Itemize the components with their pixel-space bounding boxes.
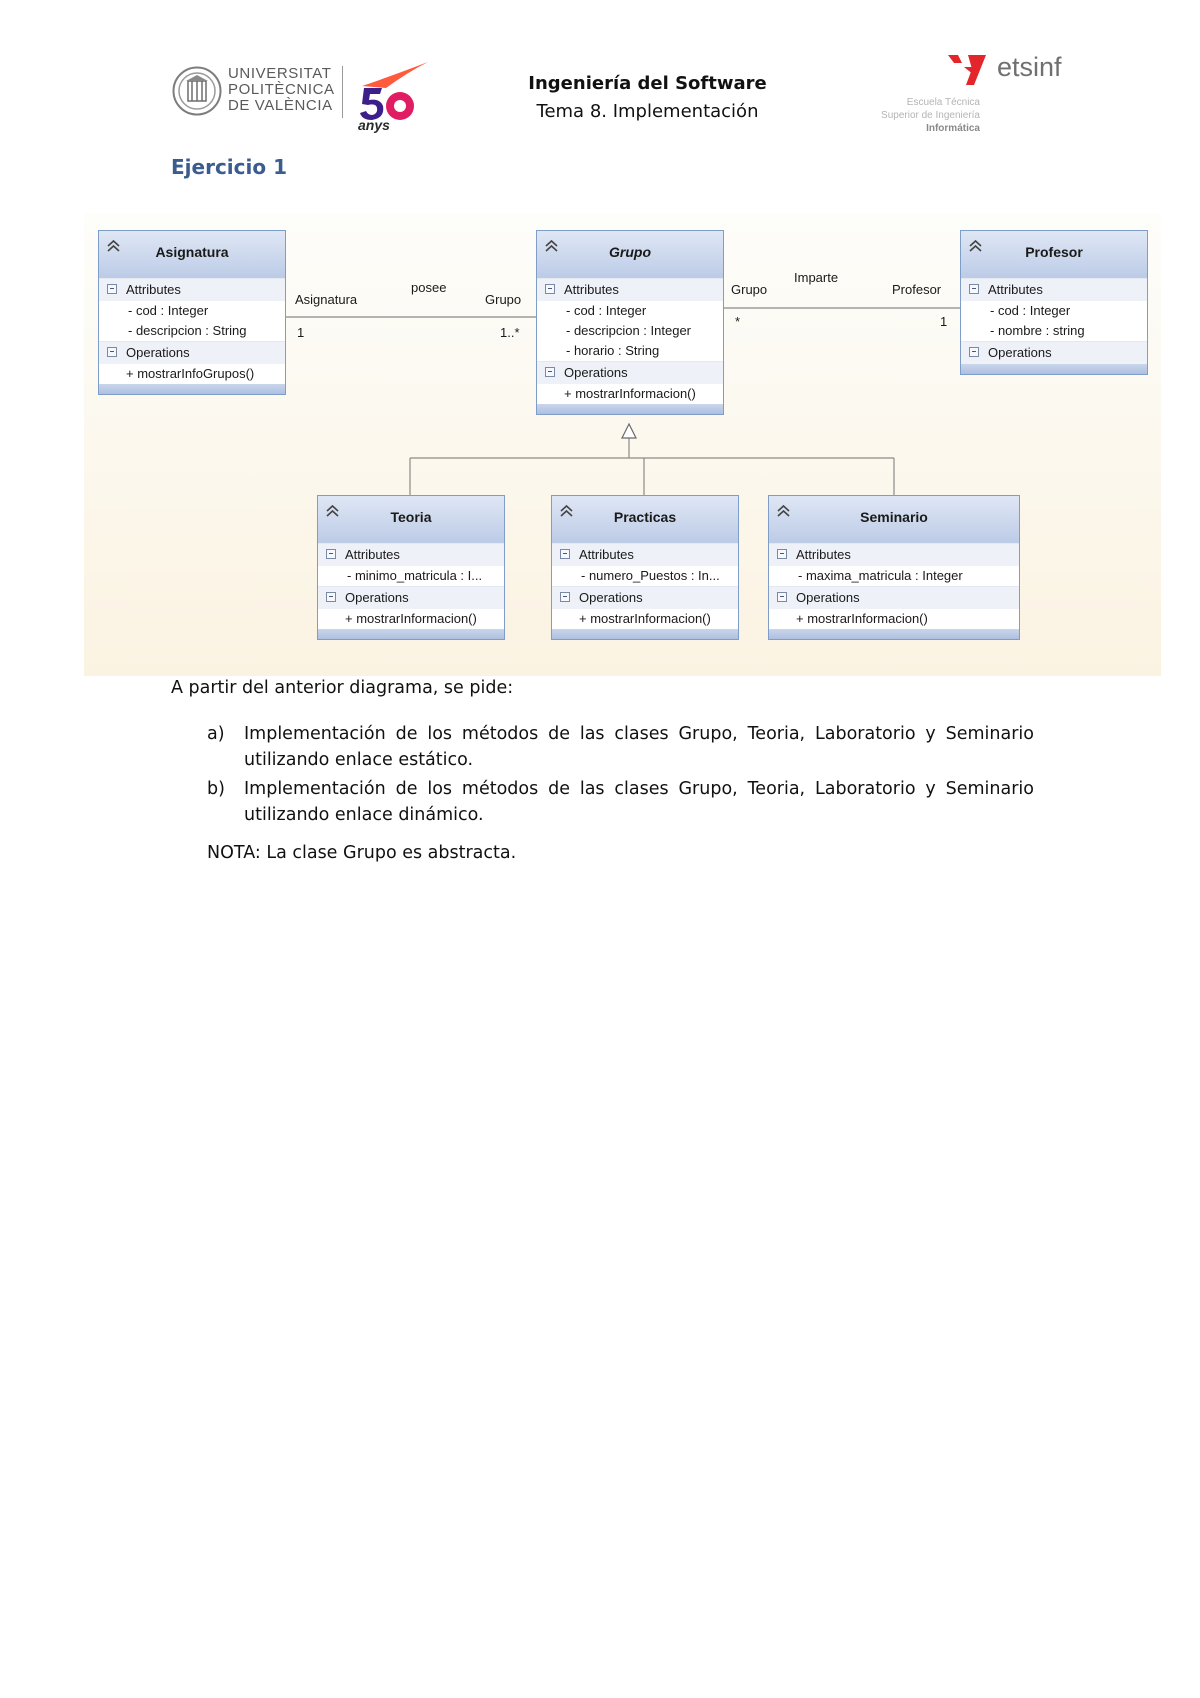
operation-item: + mostrarInformacion() bbox=[564, 386, 696, 401]
operations-label: Operations bbox=[988, 345, 1052, 360]
attribute-item: - descripcion : Integer bbox=[566, 323, 692, 338]
anniversary-label: anys bbox=[358, 117, 390, 133]
attributes-compartment[interactable] bbox=[961, 278, 1147, 301]
note-paragraph: NOTA: La clase Grupo es abstracta. bbox=[207, 843, 517, 863]
exercise-heading: Ejercicio 1 bbox=[171, 155, 287, 179]
imparte-multiplicity-right: 1 bbox=[940, 314, 948, 329]
class-header bbox=[552, 496, 738, 543]
collapse-minus-icon[interactable] bbox=[777, 549, 787, 559]
class-seminario[interactable] bbox=[768, 495, 1020, 640]
item-b-text bbox=[244, 776, 1034, 828]
course-title: Ingeniería del Software bbox=[528, 73, 767, 94]
collapse-minus-icon[interactable] bbox=[107, 347, 117, 357]
attributes-label: Attributes bbox=[564, 282, 619, 297]
attributes-compartment[interactable] bbox=[537, 278, 723, 301]
university-line-1: UNIVERSITAT bbox=[228, 65, 332, 82]
item-b-letter: b) bbox=[207, 779, 225, 799]
class-name: Profesor bbox=[1025, 244, 1083, 260]
attributes-label: Attributes bbox=[579, 547, 634, 562]
collapse-minus-icon[interactable] bbox=[777, 592, 787, 602]
item-a-letter: a) bbox=[207, 724, 225, 744]
posee-role-right: Grupo bbox=[485, 292, 522, 307]
attributes-label: Attributes bbox=[126, 282, 181, 297]
attribute-item: - cod : Integer bbox=[128, 303, 209, 318]
imparte-role-right: Profesor bbox=[892, 282, 942, 297]
class-name: Teoria bbox=[390, 509, 432, 525]
collapse-minus-icon[interactable] bbox=[545, 367, 555, 377]
school-subtitle bbox=[860, 96, 980, 135]
collapse-minus-icon[interactable] bbox=[326, 592, 336, 602]
collapse-minus-icon[interactable] bbox=[560, 549, 570, 559]
operations-label: Operations bbox=[564, 365, 628, 380]
attributes-compartment[interactable] bbox=[769, 543, 1019, 566]
generalization-arrowhead bbox=[622, 424, 636, 438]
item-a-text bbox=[244, 721, 1034, 773]
operations-compartment[interactable] bbox=[961, 341, 1147, 364]
operations-compartment[interactable] bbox=[537, 361, 723, 384]
attribute-item: - horario : String bbox=[566, 343, 660, 358]
class-footer bbox=[961, 364, 1147, 374]
imparte-multiplicity-left: * bbox=[735, 314, 741, 329]
class-footer bbox=[318, 629, 504, 639]
imparte-association-name: Imparte bbox=[794, 270, 839, 285]
attribute-item: - numero_Puestos : In... bbox=[581, 568, 720, 583]
university-line-2: POLITÈCNICA bbox=[228, 81, 335, 98]
collapse-minus-icon[interactable] bbox=[545, 284, 555, 294]
class-header bbox=[769, 496, 1019, 543]
class-grupo[interactable] bbox=[536, 230, 724, 415]
class-footer bbox=[537, 404, 723, 414]
collapse-minus-icon[interactable] bbox=[560, 592, 570, 602]
posee-role-left: Asignatura bbox=[295, 292, 358, 307]
school-subtitle-line-3: Informática bbox=[926, 123, 980, 134]
logo-divider bbox=[342, 66, 343, 118]
class-header bbox=[961, 231, 1147, 278]
attribute-item: - cod : Integer bbox=[990, 303, 1071, 318]
collapse-minus-icon[interactable] bbox=[969, 284, 979, 294]
attributes-label: Attributes bbox=[345, 547, 400, 562]
operations-compartment[interactable] bbox=[99, 341, 285, 364]
collapse-minus-icon[interactable] bbox=[326, 549, 336, 559]
item-a-line-2: utilizando enlace estático. bbox=[244, 750, 474, 770]
upv-seal-logo bbox=[172, 66, 222, 116]
posee-multiplicity-right: 1..* bbox=[500, 325, 520, 340]
operations-compartment[interactable] bbox=[769, 586, 1019, 609]
class-name: Asignatura bbox=[155, 244, 229, 260]
class-profesor[interactable] bbox=[960, 230, 1148, 375]
item-b-line-1: Implementación de los métodos de las clases Grupo, Teoria, Laboratorio y Seminario bbox=[244, 779, 1034, 799]
posee-multiplicity-left: 1 bbox=[297, 325, 305, 340]
class-footer bbox=[552, 629, 738, 639]
operation-item: + mostrarInformacion() bbox=[345, 611, 477, 626]
operation-item: + mostrarInformacion() bbox=[796, 611, 928, 626]
operations-label: Operations bbox=[796, 590, 860, 605]
operations-label: Operations bbox=[579, 590, 643, 605]
class-asignatura[interactable] bbox=[98, 230, 286, 395]
attribute-item: - nombre : string bbox=[990, 323, 1085, 338]
university-name bbox=[228, 66, 335, 114]
operation-item: + mostrarInfoGrupos() bbox=[126, 366, 255, 381]
class-footer bbox=[99, 384, 285, 394]
etsinf-wordmark: etsinf bbox=[997, 52, 1062, 82]
class-footer bbox=[769, 629, 1019, 639]
attribute-item: - cod : Integer bbox=[566, 303, 647, 318]
item-a-line-1: Implementación de los métodos de las clases Grupo, Teoria, Laboratorio y Seminario bbox=[244, 724, 1034, 744]
class-teoria[interactable] bbox=[317, 495, 505, 640]
uml-class-diagram bbox=[84, 214, 1161, 676]
attributes-label: Attributes bbox=[988, 282, 1043, 297]
class-name: Practicas bbox=[613, 509, 677, 525]
intro-paragraph: A partir del anterior diagrama, se pide: bbox=[171, 678, 514, 698]
class-name: Seminario bbox=[860, 509, 928, 525]
school-subtitle-line-1: Escuela Técnica bbox=[906, 97, 980, 108]
class-name: Grupo bbox=[609, 244, 651, 260]
attributes-compartment[interactable] bbox=[318, 543, 504, 566]
etsinf-logo-mark bbox=[948, 55, 988, 87]
school-subtitle-line-2: Superior de Ingeniería bbox=[881, 110, 980, 121]
class-header bbox=[318, 496, 504, 543]
university-line-3: DE VALÈNCIA bbox=[228, 97, 333, 114]
collapse-minus-icon[interactable] bbox=[107, 284, 117, 294]
operations-compartment[interactable] bbox=[318, 586, 504, 609]
operations-label: Operations bbox=[126, 345, 190, 360]
operation-item: + mostrarInformacion() bbox=[579, 611, 711, 626]
attribute-item: - descripcion : String bbox=[128, 323, 247, 338]
imparte-role-left: Grupo bbox=[731, 282, 768, 297]
operations-compartment[interactable] bbox=[552, 586, 738, 609]
topic-subtitle: Tema 8. Implementación bbox=[536, 101, 759, 122]
class-header bbox=[537, 231, 723, 278]
class-practicas[interactable] bbox=[551, 495, 739, 640]
class-header bbox=[99, 231, 285, 278]
attribute-item: - maxima_matricula : Integer bbox=[798, 568, 963, 583]
collapse-minus-icon[interactable] bbox=[969, 347, 979, 357]
attributes-compartment[interactable] bbox=[99, 278, 285, 301]
attributes-compartment[interactable] bbox=[552, 543, 738, 566]
item-b-line-2: utilizando enlace dinámico. bbox=[244, 805, 484, 825]
attributes-label: Attributes bbox=[796, 547, 851, 562]
attribute-item: - minimo_matricula : I... bbox=[347, 568, 483, 583]
posee-association-name: posee bbox=[411, 280, 447, 295]
operations-label: Operations bbox=[345, 590, 409, 605]
